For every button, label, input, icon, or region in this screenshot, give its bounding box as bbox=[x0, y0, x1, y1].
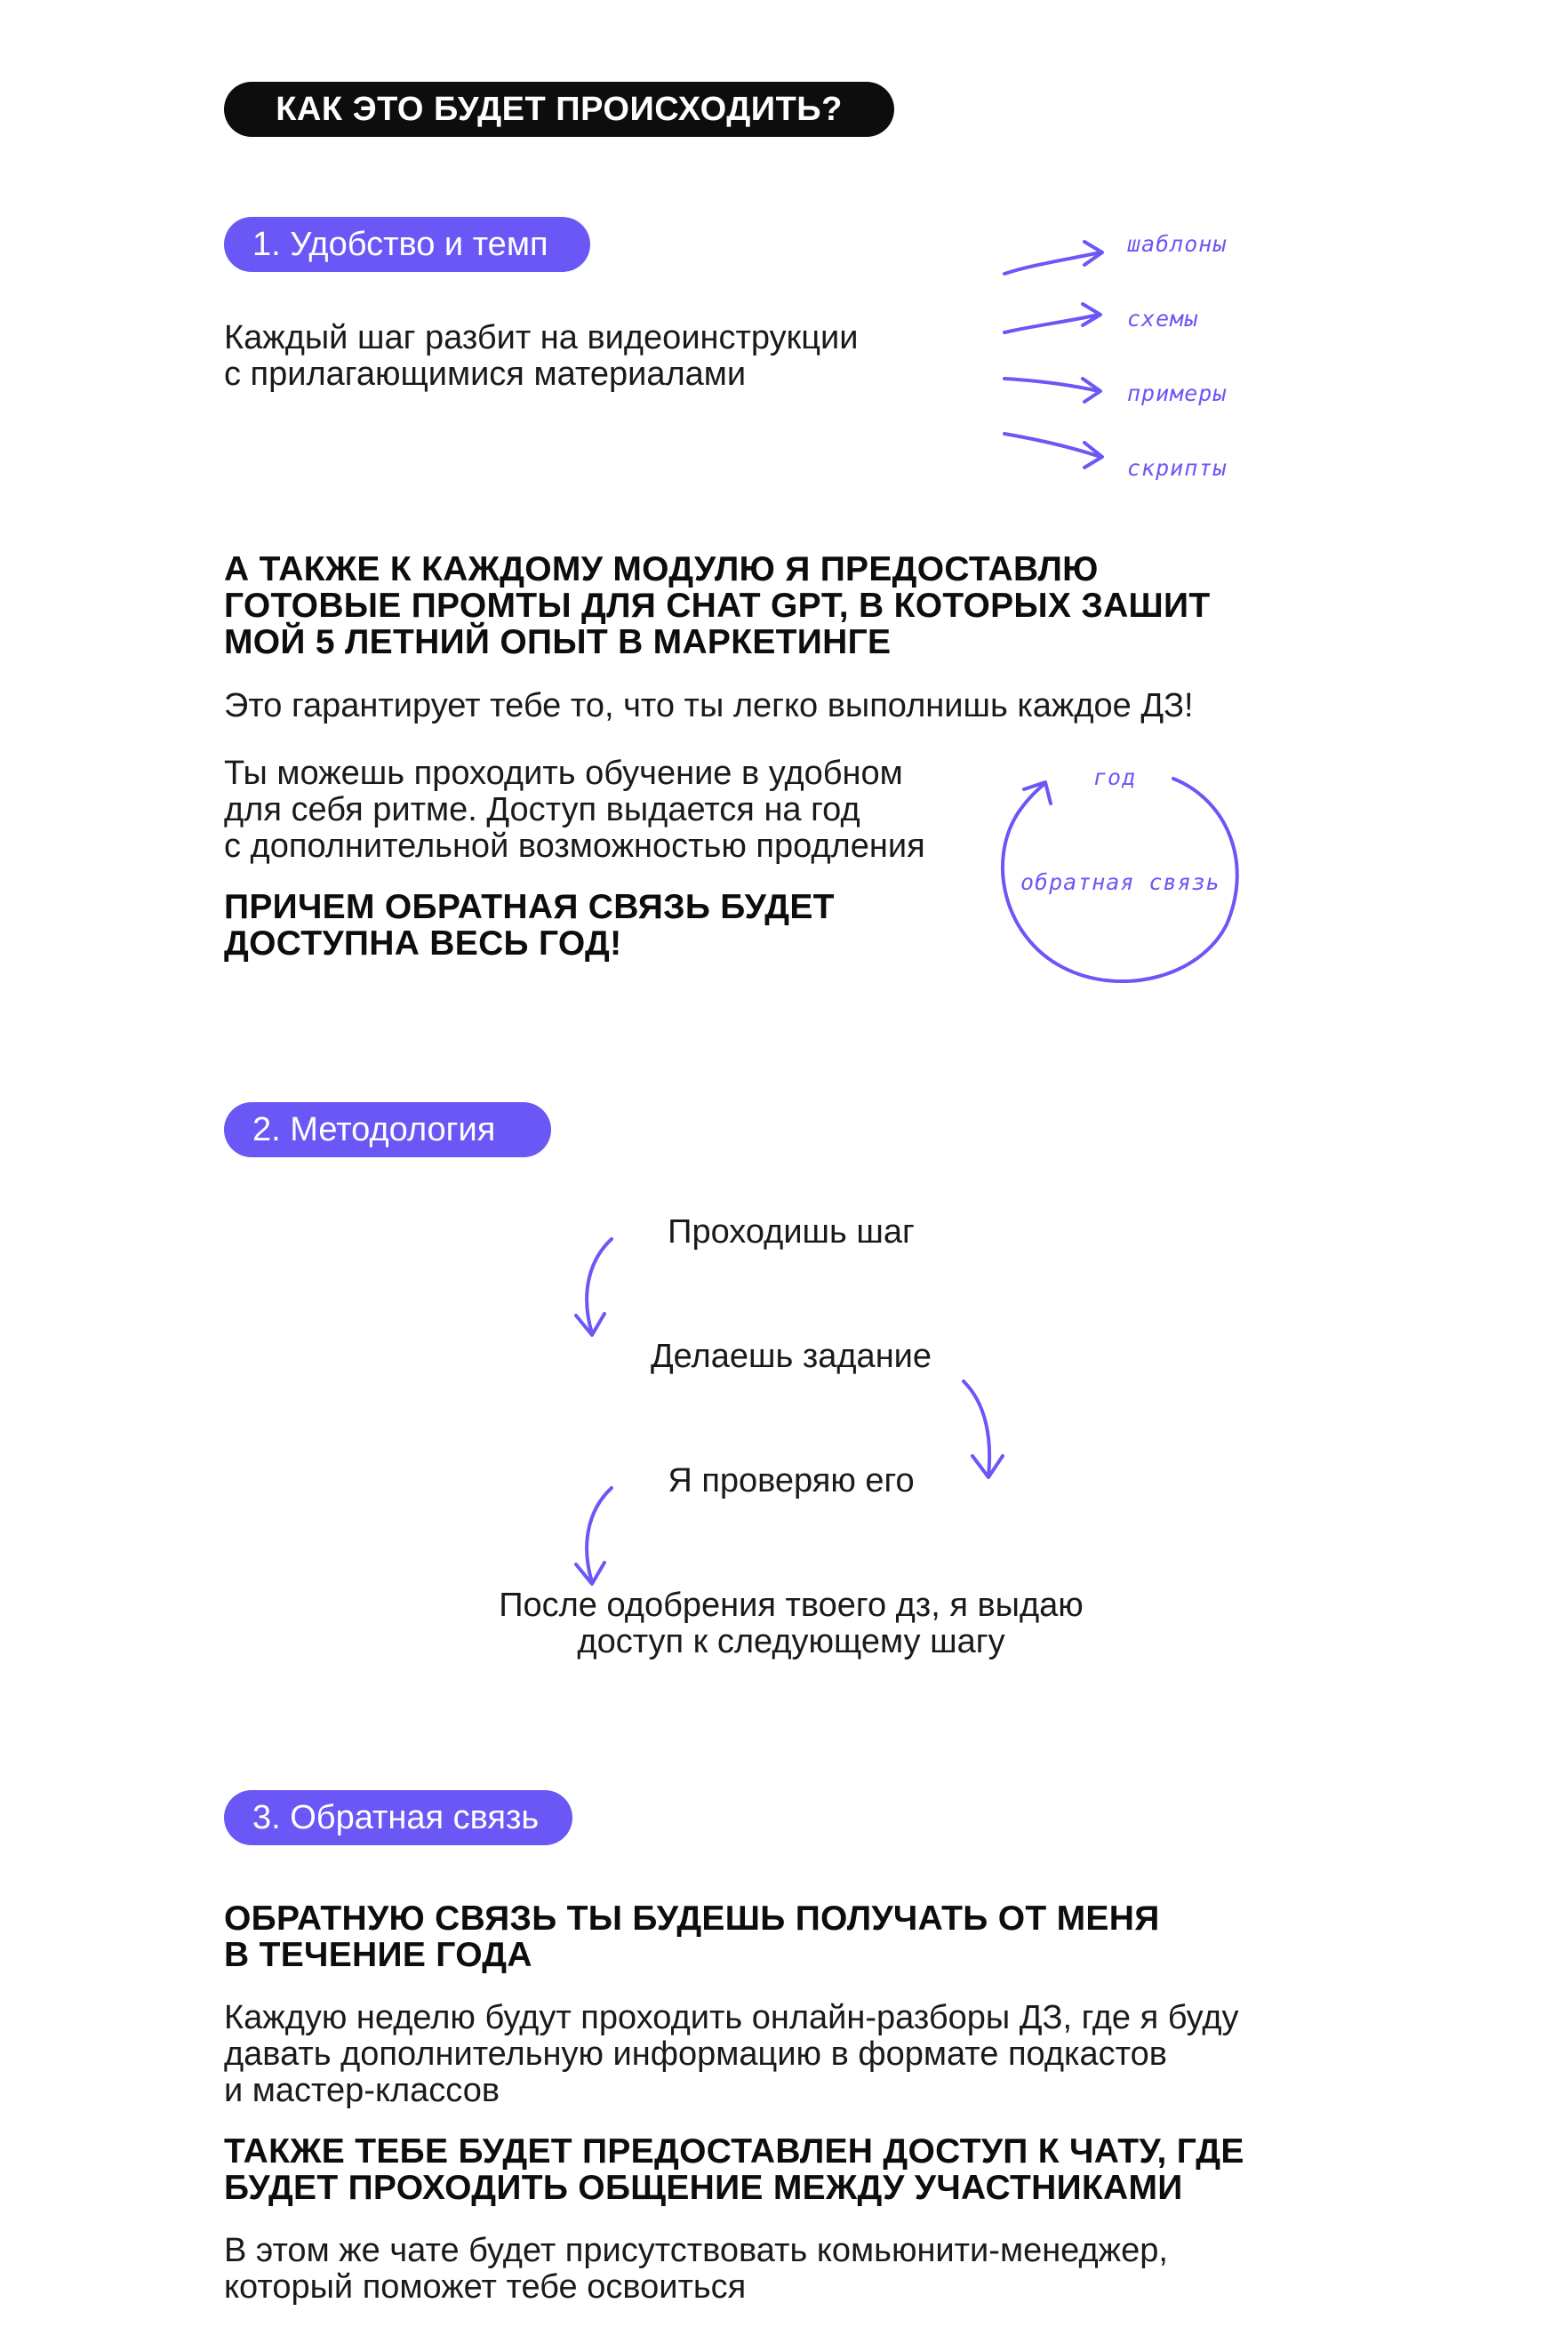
step-arrow-3-icon bbox=[560, 1484, 613, 1591]
section-3-pill: 3. Обратная связь bbox=[224, 1790, 572, 1845]
page-title: КАК ЭТО БУДЕТ ПРОИСХОДИТЬ? bbox=[224, 82, 894, 137]
method-step-4: После одобрения твоего дз, я выдаю доступ к следующему шагу bbox=[499, 1587, 1084, 1660]
arrow-label-schemes: схемы bbox=[1127, 306, 1199, 332]
section-1-heading-feedback: ПРИЧЕМ ОБРАТНАЯ СВЯЗЬ БУДЕТ ДОСТУПНА ВЕСЬ ГОД! bbox=[224, 888, 835, 963]
section-1-rhythm-text: Ты можешь проходить обучение в удобном для себя ритме. Доступ выдается на год с дополнительной возможностью продления bbox=[224, 755, 925, 865]
section-1-pill: 1. Удобство и темп bbox=[224, 217, 590, 272]
method-step-3: Я проверяю его bbox=[668, 1462, 915, 1499]
method-step-1: Проходишь шаг bbox=[668, 1213, 915, 1251]
circle-label-year: год bbox=[1093, 764, 1137, 790]
section-1-guarantee-text: Это гарантирует тебе то, что ты легко выполнишь каждое ДЗ! bbox=[224, 687, 1194, 724]
section-2-pill: 2. Методология bbox=[224, 1102, 551, 1157]
section-1-heading-prompts: А ТАКЖЕ К КАЖДОМУ МОДУЛЮ Я ПРЕДОСТАВЛЮ ГОТОВЫЕ ПРОМТЫ ДЛЯ CHAT GPT, В КОТОРЫХ ЗАШИТ МОЙ 5 ЛЕТНИЙ ОПЫТ В МАРКЕТИНГЕ bbox=[224, 550, 1211, 661]
step-arrow-1-icon bbox=[560, 1235, 613, 1342]
step-arrow-2-icon bbox=[960, 1378, 1013, 1484]
section-3-heading-feedback: ОБРАТНУЮ СВЯЗЬ ТЫ БУДЕШЬ ПОЛУЧАТЬ ОТ МЕНЯ В ТЕЧЕНИЕ ГОДА bbox=[224, 1899, 1160, 1974]
method-step-2: Делаешь задание bbox=[650, 1338, 932, 1375]
arrows-icon bbox=[996, 233, 1120, 473]
arrow-label-examples: примеры bbox=[1127, 380, 1228, 406]
arrow-label-templates: шаблоны bbox=[1127, 231, 1228, 257]
section-3-weekly-text: Каждую неделю будут проходить онлайн-разборы ДЗ, где я буду давать дополнительную информацию в формате подкастов и мастер-классов bbox=[224, 1999, 1239, 2109]
arrow-label-scripts: скрипты bbox=[1127, 455, 1228, 481]
section-3-manager-text: В этом же чате будет присутствовать комьюнити-менеджер, который поможет тебе освоиться bbox=[224, 2232, 1168, 2306]
section-1-text-steps: Каждый шаг разбит на видеоинструкции с прилагающимися материалами bbox=[224, 319, 859, 393]
circle-label-feedback: обратная связь bbox=[1020, 869, 1220, 895]
section-3-heading-chat: ТАКЖЕ ТЕБЕ БУДЕТ ПРЕДОСТАВЛЕН ДОСТУП К ЧАТУ, ГДЕ БУДЕТ ПРОХОДИТЬ ОБЩЕНИЕ МЕЖДУ УЧАСТНИКАМИ bbox=[224, 2132, 1244, 2207]
